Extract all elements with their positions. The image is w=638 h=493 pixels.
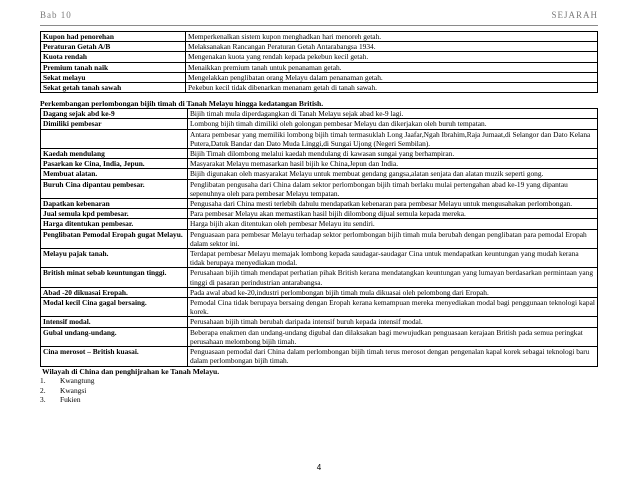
table-row: [41, 229, 598, 248]
list-number: 2.: [40, 385, 46, 395]
list-text: Fukien: [60, 395, 81, 404]
table-row: [41, 179, 598, 198]
list-number: 3.: [40, 395, 46, 404]
term-cell: Pasarkan ke Cina, India, Jepun.: [41, 159, 188, 169]
term-cell: Dapatkan kebenaran: [41, 199, 188, 209]
description-cell: Pekebun kecil tidak dibenarkan menanam getah di tanah sawah.: [186, 83, 598, 93]
table-row: [41, 317, 598, 327]
table-row: [41, 159, 598, 169]
table-row: [41, 199, 598, 209]
term-cell: Sekat getah tanah sawah: [41, 83, 186, 93]
term-cell: Dagang sejak abd ke-9: [41, 109, 188, 119]
list-number: 1.: [40, 376, 46, 385]
table-row: [41, 72, 598, 82]
description-cell: Menaikkan premium tanah untuk penanaman getah.: [186, 62, 598, 72]
list-item: [40, 386, 598, 396]
table-row: [41, 347, 598, 366]
term-cell: Kupon had penorehan: [41, 32, 186, 42]
description-cell: Lombong bijih timah dimiliki oleh golongan pembesar Melayu dan dikerjakan oleh buruh tempatan.: [188, 119, 598, 129]
list-text: Kwangtung: [60, 376, 95, 385]
page-header: [40, 10, 598, 24]
description-cell: Mengelakkan penglibatan orang Melayu dalam penanaman getah.: [186, 72, 598, 82]
page-number: 4: [316, 463, 322, 472]
list-item: [40, 376, 598, 386]
term-cell: British minat sebab keuntungan tinggi.: [41, 268, 188, 287]
term-cell: Modal kecil Cina gagal bersaing.: [41, 298, 188, 317]
term-cell: Cina merosot – British kuasai.: [41, 347, 188, 366]
description-cell: Pemodal Cina tidak berupaya bersaing dengan Eropah kerana kemampuan mereka menyediakan modal bagi penggunaan teknologi kapal korek.: [188, 298, 598, 317]
header-rule: [40, 25, 598, 26]
table-row: [41, 119, 598, 129]
description-cell: Harga bijih akan ditentukan oleh pembesar Melayu itu sendiri.: [188, 219, 598, 229]
description-cell: Terdapat pembesar Melayu memajak lombong kepada saudagar-saudagar Cina untuk mendapatkan keuntungan yang mudah kerana tidak berupaya menyediakan modal.: [188, 249, 598, 268]
description-cell: Bijih timah mula diperdagangkan di Tanah Melayu sejak abad ke-9 lagi.: [188, 109, 598, 119]
description-cell: Para pembesar Melayu akan memastikan hasil bijih dilombong dijual semula kepada mereka.: [188, 209, 598, 219]
description-cell: Mengenakan kuota yang rendah kepada pekebun kecil getah.: [186, 52, 598, 62]
description-cell: Memperkenalkan sistem kupon menghadkan hari menoreh getah.: [186, 32, 598, 42]
term-cell: Jual semula kpd pembesar.: [41, 209, 188, 219]
table-row: [41, 249, 598, 268]
term-cell: Membuat alatan.: [41, 169, 188, 179]
list-item: [40, 395, 598, 405]
term-cell: Melayu pajak tanah.: [41, 249, 188, 268]
description-cell: Pada awal abad ke-20,industri perlombongan bijih timah mula dikuasai oleh pelombong dari Eropah.: [188, 287, 598, 297]
description-cell: Penguasaan pemodal dari China dalam perlombongan bijih timah terus merosot dengan pengenalan kapal korek sebagai teknologi baru dalam perlombongan bijih timah.: [188, 347, 598, 366]
term-cell: Sekat melayu: [41, 72, 186, 82]
description-cell: Masyarakat Melayu memasarkan hasil bijih ke China,Jepun dan India.: [188, 159, 598, 169]
term-cell: Harga ditentukan pembesar.: [41, 219, 188, 229]
table-row: [41, 219, 598, 229]
term-cell: Gubal undang-undang.: [41, 327, 188, 346]
table-row: [41, 42, 598, 52]
table-row: [41, 209, 598, 219]
province-list: [40, 376, 598, 405]
table-row: [41, 52, 598, 62]
list-text: Kwangsi: [60, 385, 87, 395]
description-cell: Perusahaan bijih timah mendapat perhatian pihak British kerana mendatangkan keuntungan yang lumayan berdasarkan permintaan yang tinggi di pasaran perindustrian antarabangsa.: [188, 268, 598, 287]
term-cell: [41, 129, 188, 148]
header-left: Bab 10: [40, 10, 72, 20]
table-row: [41, 327, 598, 346]
table-row: [41, 109, 598, 119]
table-row: [41, 268, 598, 287]
description-cell: Antara pembesar yang memiliki lombong bijih timah termasuklah Long Jaafar,Ngah Ibrahim,Raja Jumaat,di Selangor dan Dato Kelana Putera,Datuk Bandar dan Dato Muda Linggi,di Sungai Ujong (Negeri Sembilan).: [188, 129, 598, 148]
description-cell: Penguasaan para pembesar Melayu terhadap sektor perlombongan bijih timah mula berubah dengan penglibatan para pemodal Eropah dalam sektor ini.: [188, 229, 598, 248]
table-row: [41, 62, 598, 72]
term-cell: Buruh Cina dipantau pembesar.: [41, 179, 188, 198]
term-cell: Abad -20 dikuasai Eropah.: [41, 287, 188, 297]
description-cell: Melaksanakan Rancangan Peraturan Getah Antarabangsa 1934.: [186, 42, 598, 52]
term-cell: Peraturan Getah A/B: [41, 42, 186, 52]
document-body: [40, 31, 598, 405]
table-row: [41, 32, 598, 42]
description-cell: Pengusaha dari China mesti terlebih dahulu mendapatkan kebenaran para pembesar Melayu untuk mengusahakan perlombongan.: [188, 199, 598, 209]
section-heading: Perkembangan perlombongan bijih timah di Tanah Melayu hingga kedatangan British.: [40, 99, 324, 109]
term-cell: Penglibatan Pemodal Eropah gugat Melayu.: [41, 229, 188, 248]
description-cell: Penglibatan pengusaha dari China dalam sektor perlombongan bijih timah berlaku mulai pertengahan abad ke-19 yang dipantau sepenuhnya oleh para pembesar Melayu tempatan.: [188, 179, 598, 198]
term-cell: Kuota rendah: [41, 52, 186, 62]
table-row: [41, 129, 598, 148]
description-cell: Beberapa enakmen dan undang-undang digubal dan dilaksakan bagi mewujudkan penguasaan kerajaan British pada semua peringkat perusahaan melombong bijih timah.: [188, 327, 598, 346]
description-cell: Perusahaan bijih timah berubah daripada intensif buruh kepada intensif modal.: [188, 317, 598, 327]
table-row: [41, 169, 598, 179]
table-row: [41, 83, 598, 93]
term-cell: Kaedah mendulang: [41, 149, 188, 159]
term-cell: Dimiliki pembesar: [41, 119, 188, 129]
table-row: [41, 287, 598, 297]
term-cell: Intensif modal.: [41, 317, 188, 327]
tin-mining-table: [40, 108, 598, 366]
description-cell: Bijih Timah dilombong melalui kaedah mendulang di kawasan sungai yang berhampiran.: [188, 149, 598, 159]
description-cell: Bijih digunakan oleh masyarakat Melayu untuk membuat gendang gangsa,alatan senjata dan alatan muzik seperti gong.: [188, 169, 598, 179]
rubber-policy-table: [40, 31, 598, 93]
header-right: SEJARAH: [551, 10, 598, 20]
table-row: [41, 298, 598, 317]
term-cell: Premium tanah naik: [41, 62, 186, 72]
table-row: [41, 149, 598, 159]
subheading: Wilayah di China dan penghijrahan ke Tanah Melayu.: [42, 366, 220, 376]
